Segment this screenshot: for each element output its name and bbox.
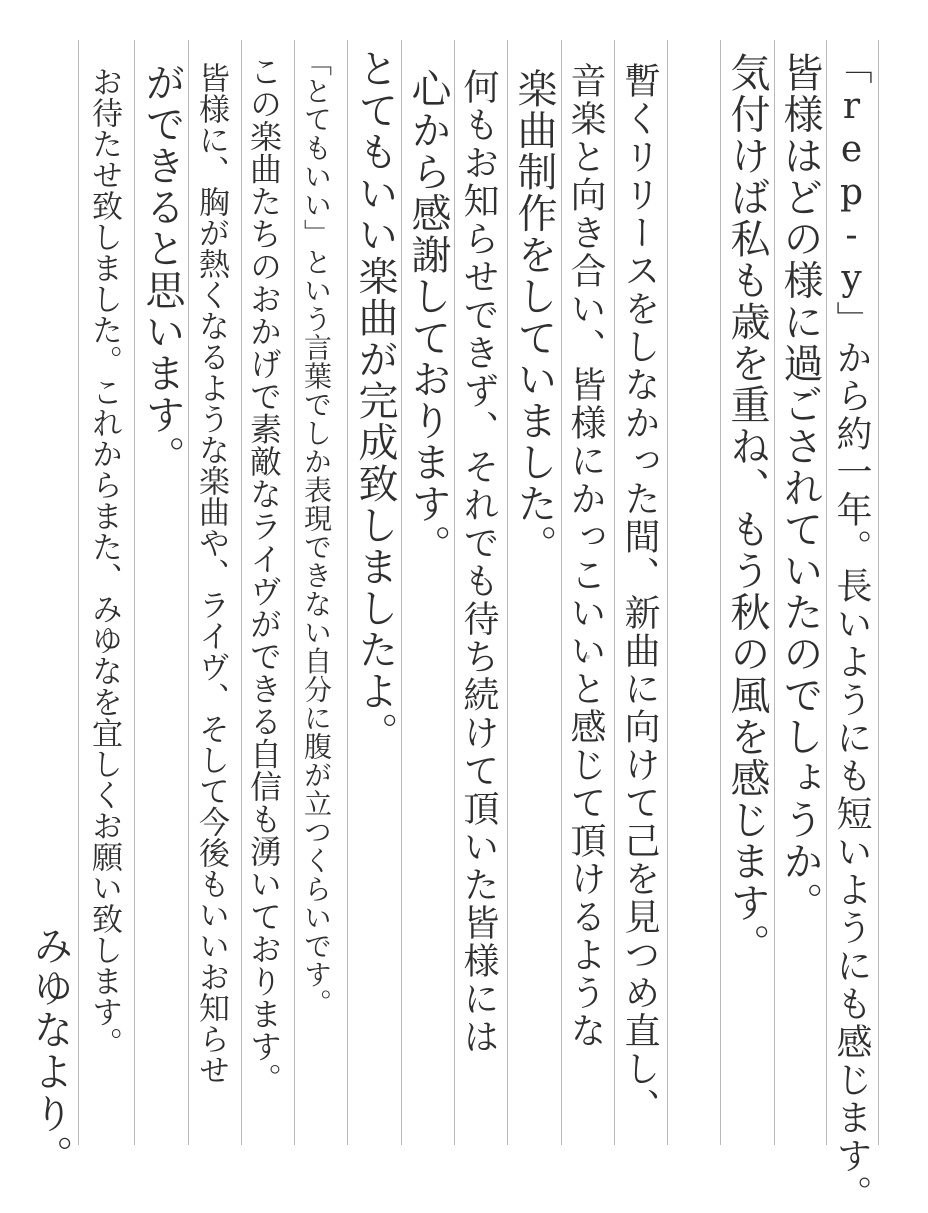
ruled-line	[241, 40, 242, 1145]
ruled-line	[507, 40, 508, 1145]
letter-line-2: 皆様はどの様に過ごされていたのでしょうか。	[777, 52, 823, 924]
letter-line-3: 気付けば私も歳を重ね、もう秋の風を感じます。	[724, 52, 770, 965]
ruled-line	[774, 40, 775, 1145]
letter-line-7: 何もお知らせできず、それでも待ち続けて頂いた皆様には	[458, 68, 499, 1056]
ruled-line	[561, 40, 562, 1145]
letter-line-13: ができると思います。	[139, 62, 185, 477]
ruled-line	[667, 40, 668, 1145]
ruled-line	[188, 40, 189, 1145]
ruled-line	[614, 40, 615, 1145]
ruled-line	[720, 40, 721, 1145]
ruled-line	[454, 40, 455, 1145]
ruled-line	[134, 40, 135, 1145]
ruled-line	[347, 40, 348, 1145]
letter-line-5: 音楽と向き合い、皆様にかっこいいと感じて頂けるような	[565, 62, 606, 1050]
ruled-line	[294, 40, 295, 1145]
ruled-line	[826, 40, 827, 1145]
letter-line-12: 皆様に、胸が熱くなるような楽曲や、ライヴ、そして今後もいいお知らせ	[193, 62, 229, 1085]
letter-line-8: 心から感謝しております。	[405, 68, 451, 566]
letter-line-9: とてもいい楽曲が完成致しましたよ。	[352, 48, 398, 754]
letter-line-4: 暫くリリースをしなかった間、新曲に向けて己を見つめ直し、	[619, 62, 660, 1126]
ruled-line	[78, 40, 79, 1145]
signature: みゆなより。	[27, 925, 73, 1177]
letter-line-1: 「rep-y」から約一年。長いようにも短いようにも感じます。	[831, 48, 872, 1213]
ruled-line	[878, 40, 879, 1145]
ruled-line	[401, 40, 402, 1145]
letter-line-11: この楽曲たちのおかげで素敵なライヴができる自信も湧いております。	[245, 55, 283, 1095]
letter-line-10: 「とてもいい」という言葉でしか表現できない自分に腹が立つくらいです。	[300, 48, 333, 1017]
letter-line-14: お待たせ致しました。これからまた、みゆなを宜しくお願い致します。	[86, 66, 122, 1058]
letter-line-6: 楽曲制作をしていました。	[511, 68, 557, 566]
